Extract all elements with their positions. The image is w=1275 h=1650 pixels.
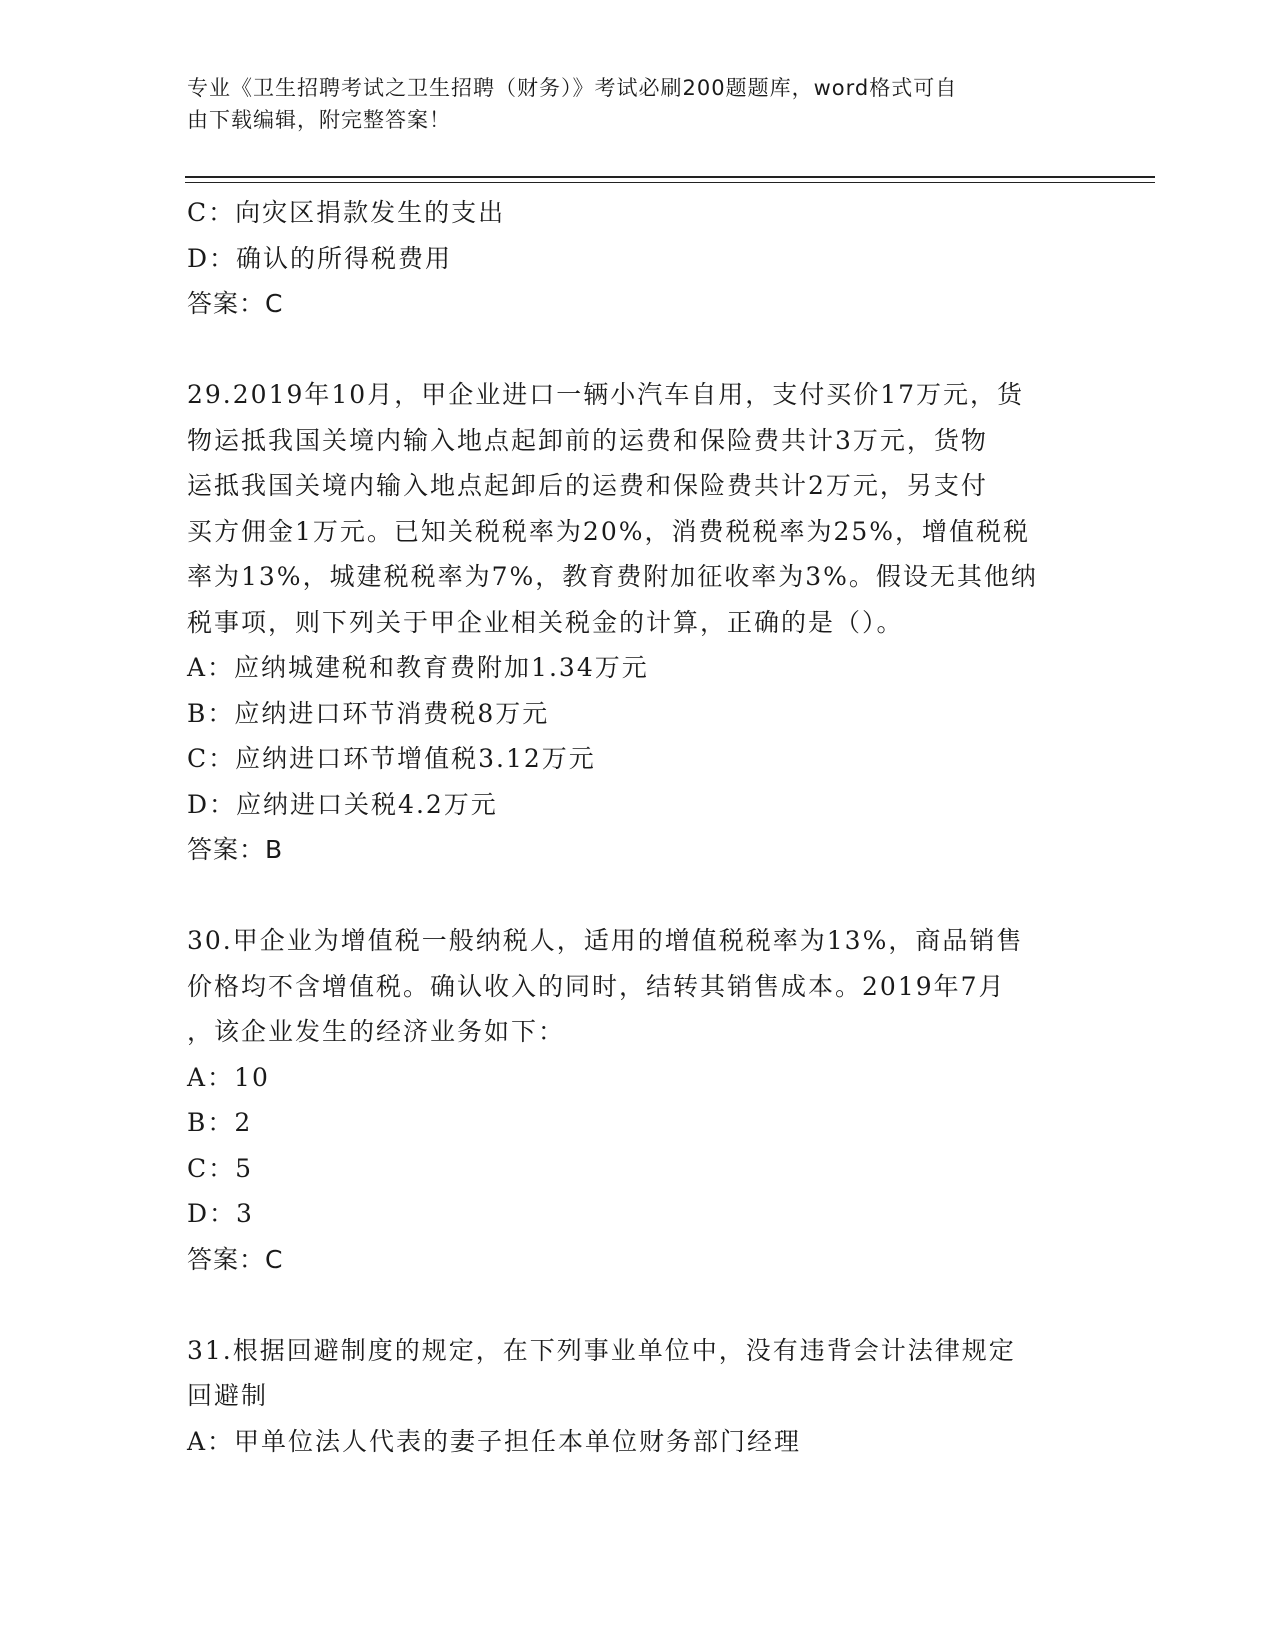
option-d: D：3 (187, 1199, 254, 1228)
question-29 (187, 372, 1087, 873)
answer-line: 答案：C (187, 289, 284, 318)
question-text-line: 30.甲企业为增值税一般纳税人，适用的增值税税率为13%，商品销售 (187, 926, 1024, 955)
spacer (187, 1282, 1087, 1328)
option-b: B：应纳进口环节消费税8万元 (187, 698, 550, 728)
question-text-line: 29.2019年10月，甲企业进口一辆小汽车自用，支付买价17万元，货 (187, 380, 1025, 409)
question-text-line: 买方佣金1万元。已知关税税率为20%，消费税税率为25%，增值税税 (187, 516, 1031, 546)
question-text-line: 回避制 (187, 1381, 269, 1410)
spacer (187, 873, 1087, 919)
spacer (187, 327, 1087, 373)
question-text-line: 税事项，则下列关于甲企业相关税金的计算，正确的是（）。 (187, 607, 904, 637)
header-rule-thick (185, 176, 1155, 178)
question-31 (187, 1328, 1087, 1465)
option-b: B：2 (187, 1108, 253, 1137)
question-text-line: 价格均不含增值税。确认收入的同时，结转其销售成本。2019年7月 (187, 971, 1006, 1001)
header-line-1: 专业《卫生招聘考试之卫生招聘（财务）》考试必刷200题题库，word格式可自 (187, 76, 958, 100)
option-c: C：应纳进口环节增值税3.12万元 (187, 744, 596, 773)
question-30 (187, 918, 1087, 1282)
option-d: D：应纳进口关税4.2万元 (187, 789, 498, 819)
option-d: D：确认的所得税费用 (187, 243, 453, 273)
option-a: A：甲单位法人代表的妻子担任本单位财务部门经理 (187, 1426, 802, 1456)
header-rule-thin (185, 182, 1155, 183)
header-line-2: 由下载编辑，附完整答案！ (187, 108, 451, 132)
option-c: C：5 (187, 1153, 254, 1183)
answer-line: 答案：C (187, 1244, 284, 1274)
document-body (187, 190, 1087, 1464)
question-text-line: ，该企业发生的经济业务如下： (187, 1017, 566, 1046)
option-c: C：向灾区捐款发生的支出 (187, 198, 506, 227)
option-a: A：10 (187, 1062, 270, 1092)
document-header (187, 72, 1087, 136)
question-28 (187, 190, 1087, 327)
question-text-line: 物运抵我国关境内输入地点起卸前的运费和保险费共计3万元，货物 (187, 425, 988, 455)
question-text-line: 率为13%，城建税税率为7%，教育费附加征收率为3%。假设无其他纳 (187, 562, 1038, 591)
question-text-line: 运抵我国关境内输入地点起卸后的运费和保险费共计2万元，另支付 (187, 471, 988, 500)
answer-line: 答案：B (187, 835, 284, 864)
question-text-line: 31.根据回避制度的规定，在下列事业单位中，没有违背会计法律规定 (187, 1335, 1016, 1365)
option-a: A：应纳城建税和教育费附加1.34万元 (187, 653, 649, 682)
